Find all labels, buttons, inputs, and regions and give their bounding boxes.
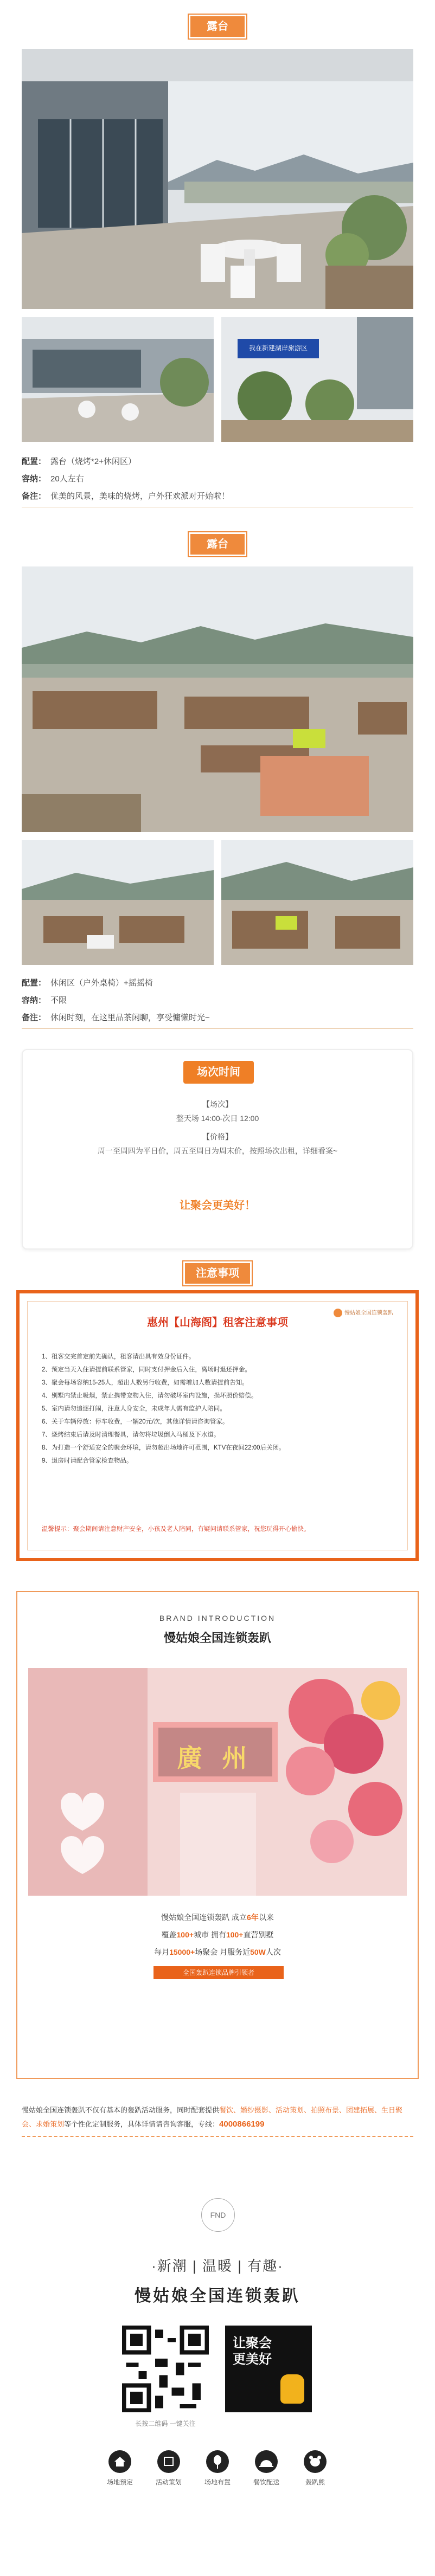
notice-item: 7、烧烤结束后请及时清理餐具，请勿将垃圾倒入马桶及下水道。 bbox=[42, 1432, 220, 1438]
footer-slogan: ·新潮 | 温暖 | 有趣· bbox=[151, 2258, 284, 2274]
promo-text: 让聚会更美好 bbox=[233, 2336, 272, 2367]
notice-item: 9、退房时请配合管家检查物品。 bbox=[42, 1458, 133, 1464]
schedule-session: 整天场 14:00-次日 12:00 bbox=[176, 1114, 259, 1123]
remark-line bbox=[22, 490, 229, 501]
notice-inner bbox=[27, 1301, 408, 1550]
brand-line-text: 覆盖 bbox=[161, 1930, 177, 1939]
brand-line-highlight: 100+ bbox=[226, 1930, 244, 1939]
tile-label: 轰趴熊 bbox=[305, 2478, 325, 2486]
qr-caption: 长按二维码 一键关注 bbox=[135, 2420, 196, 2427]
remark-line bbox=[22, 1012, 210, 1023]
brand-line-text: 每月 bbox=[154, 1948, 170, 1956]
brand-line-highlight: 6年 bbox=[247, 1913, 259, 1922]
home-icon bbox=[108, 2450, 131, 2473]
brand-line-founded bbox=[17, 1912, 418, 1923]
venue-value: 露台（烧烤*2+休闲区） bbox=[50, 457, 136, 466]
remark-label: 备注： bbox=[22, 492, 47, 501]
terrace-photo-left bbox=[22, 317, 214, 442]
fnd-circle: FND bbox=[201, 2198, 235, 2232]
schedule-title: 场次时间 bbox=[183, 1061, 254, 1084]
brand-line-text: 人次 bbox=[265, 1948, 281, 1956]
top-divider bbox=[0, 0, 435, 13]
service-intro bbox=[22, 2103, 413, 2137]
notice-box bbox=[16, 1290, 419, 1561]
remark-value: 优美的风景，美味的烧烤，户外狂欢派对开始啦！ bbox=[50, 492, 230, 501]
venue-line bbox=[22, 455, 136, 467]
notice-list bbox=[42, 1350, 394, 1467]
remark-label: 备注： bbox=[22, 1013, 47, 1022]
footer-brand: 慢姑娘全国连锁轰趴 bbox=[135, 2287, 300, 2305]
brand-line-highlight: 50W bbox=[250, 1948, 266, 1956]
brand-line-volume bbox=[17, 1947, 418, 1957]
capacity-line bbox=[22, 994, 67, 1006]
tile-label: 场地预定 bbox=[106, 2478, 133, 2486]
notice-title: 惠州【山海阁】租客注意事项 bbox=[147, 1317, 288, 1329]
capacity-value: 不限 bbox=[50, 996, 67, 1005]
brand-line-text: 直营别墅 bbox=[243, 1930, 274, 1939]
calendar-icon bbox=[157, 2450, 180, 2473]
hand-pointer-icon bbox=[280, 2374, 304, 2404]
capacity-label: 容纳： bbox=[22, 474, 47, 484]
brand-line-text: 慢姑娘全国连锁轰趴 成立 bbox=[161, 1913, 247, 1922]
venue-value: 休闲区（户外桌椅）+摇摇椅 bbox=[50, 978, 153, 988]
tile-label: 场地布置 bbox=[204, 2478, 231, 2486]
notice-item: 5、室内请勿追逐打闹，注意人身安全，未成年人需有监护人陪同。 bbox=[42, 1406, 226, 1412]
tile-event-planning[interactable] bbox=[144, 2450, 193, 2487]
store-photo bbox=[28, 1668, 407, 1896]
promo-card bbox=[225, 2326, 312, 2412]
tile-label: 餐饮配送 bbox=[253, 2478, 279, 2486]
terrace-photo-right bbox=[221, 317, 413, 442]
dish-icon bbox=[255, 2450, 278, 2473]
capacity-value: 20人左右 bbox=[50, 474, 84, 484]
remark-value: 休闲时刻，在这里品茶闲聊，享受慵懒时光~ bbox=[50, 1013, 210, 1022]
notice-item: 8、为打造一个舒适安全的聚会环境，请勿超出场地许可范围，KTV在夜间22:00后关闭。 bbox=[42, 1445, 285, 1451]
notice-item: 3、聚会每场容纳15-25人，超出人数另行收费，如需增加人数请提前告知。 bbox=[42, 1380, 248, 1386]
venue-line bbox=[22, 977, 153, 988]
brand-banner: 全国轰趴连锁品牌引领者 bbox=[153, 1966, 284, 1979]
hotline-number[interactable]: 4000866199 bbox=[219, 2120, 265, 2129]
brand-en-title: BRAND INTRODUCTION bbox=[159, 1614, 276, 1622]
balloon-icon bbox=[206, 2450, 229, 2473]
tile-catering[interactable] bbox=[242, 2450, 291, 2487]
schedule-bracket-session: 【场次】 bbox=[202, 1100, 233, 1109]
lounge-photo-left bbox=[22, 840, 214, 965]
brand-line-highlight: 15000+ bbox=[169, 1948, 195, 1956]
qr-code[interactable] bbox=[122, 2326, 209, 2412]
notice-item: 4、别墅内禁止吸烟，禁止携带宠物入住，请勿破坏室内设施，损坏照价赔偿。 bbox=[42, 1393, 258, 1399]
schedule-cta: 让聚会更美好！ bbox=[180, 1200, 255, 1212]
notice-item: 6、关于车辆停放：停车收费，一辆20元/次，其他详情请咨询管家。 bbox=[42, 1419, 229, 1425]
intro-text: 等个性化定制服务，具体详情请咨询客服，专线： bbox=[64, 2120, 220, 2128]
notice-item: 1、租客交完首定前先确认，租客请出具有效身份证件。 bbox=[42, 1354, 195, 1360]
brand-line-text: 城市 拥有 bbox=[194, 1930, 226, 1939]
service-tiles bbox=[0, 2450, 435, 2515]
brand-line-highlight: 100+ bbox=[176, 1930, 194, 1939]
brand-card bbox=[16, 1591, 419, 2079]
intro-text: 慢姑娘全国连锁轰趴不仅有基本的轰趴活动服务，同时配套提供 bbox=[22, 2106, 220, 2114]
notice-tag: 注意事项 bbox=[185, 1263, 250, 1284]
tile-venue-decor[interactable] bbox=[193, 2450, 242, 2487]
intro-highlight: 餐饮、婚纱摄影、活动策划、拍照布景、团建拓展、生日聚会、求婚策划 bbox=[22, 2106, 403, 2128]
brand-logo-text: 慢姑娘全国连锁轰趴 bbox=[344, 1310, 393, 1316]
venue-label: 配置： bbox=[22, 457, 47, 466]
brand-line-coverage bbox=[17, 1929, 418, 1940]
lounge-photo-main bbox=[22, 566, 413, 832]
brand-line-text: 以来 bbox=[258, 1913, 274, 1922]
tile-party-bear[interactable] bbox=[291, 2450, 340, 2487]
bear-icon bbox=[304, 2450, 327, 2473]
capacity-line bbox=[22, 473, 84, 484]
sign-text: 我在新建湖岸旅游区 bbox=[248, 344, 308, 352]
city-sign: 廣 州 bbox=[177, 1744, 254, 1772]
schedule-card bbox=[22, 1049, 413, 1250]
section-tag: 露台 bbox=[190, 534, 245, 555]
lounge-photo-right bbox=[221, 840, 413, 965]
schedule-bracket-price: 【价格】 bbox=[202, 1132, 233, 1141]
venue-label: 配置： bbox=[22, 978, 47, 988]
brand-line-text: 场聚会 月服务近 bbox=[195, 1948, 251, 1956]
brand-cn-title: 慢姑娘全国连锁轰趴 bbox=[163, 1631, 271, 1645]
terrace-photo-main bbox=[22, 49, 413, 309]
section-tag: 露台 bbox=[190, 16, 245, 37]
section2-divider bbox=[22, 1028, 413, 1029]
tile-venue-booking[interactable] bbox=[95, 2450, 144, 2487]
tile-label: 活动策划 bbox=[155, 2478, 182, 2486]
capacity-label: 容纳： bbox=[22, 996, 47, 1005]
schedule-price-note: 周一至周四为平日价，周五至周日为周末价，按照场次出租，详细看案~ bbox=[97, 1147, 338, 1155]
notice-warning: 温馨提示：聚会期间请注意财产安全，小孩及老人陪同，有疑问请联系管家，祝您玩得开心愉快。 bbox=[42, 1526, 310, 1532]
notice-item: 2、预定当天入住请提前联系管家，同时支付押金后入住，离场时退还押金。 bbox=[42, 1367, 251, 1373]
